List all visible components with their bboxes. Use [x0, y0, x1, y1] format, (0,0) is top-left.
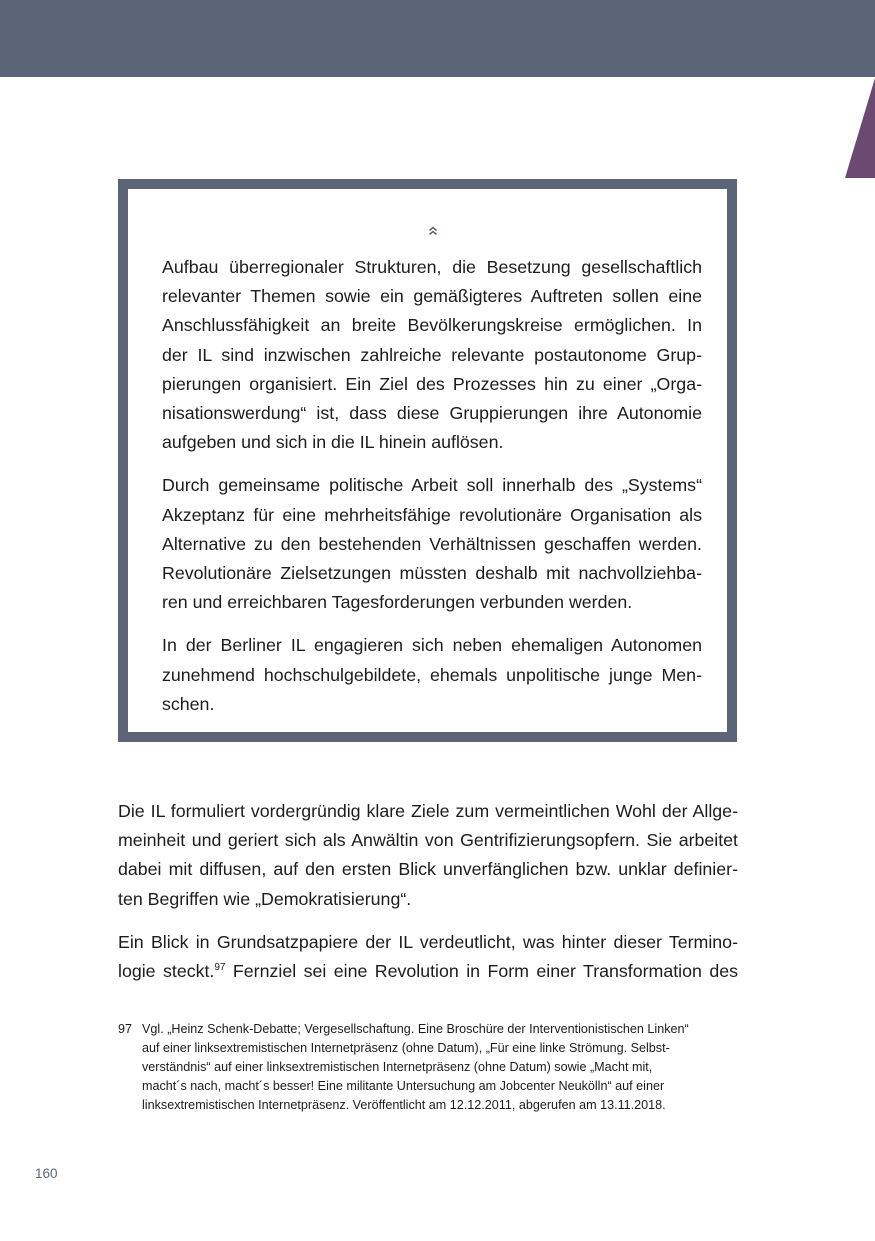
- box-p3-line-3: schen.: [162, 693, 215, 714]
- footnote-line-4: macht´s nach, macht´s besser! Eine militante Untersuchung am Jobcenter Neukölln“ auf einer: [142, 1079, 665, 1093]
- footnote: [118, 1020, 738, 1115]
- box-p2-line-4: Revolutionäre Zielsetzungen müssten deshalb mit nachvollziehba-: [162, 563, 702, 584]
- body-text: [118, 797, 738, 1000]
- footnote-ref-97[interactable]: 97: [214, 962, 226, 974]
- body-p2-line-2-start: logie steckt.: [118, 961, 215, 982]
- box-p2-line-3: Alternative zu den bestehenden Verhältnissen geschaffen werden.: [162, 533, 702, 554]
- box-p3-line-2: zunehmend hochschulgebildete, ehemals unpolitische junge Men-: [162, 664, 702, 685]
- double-chevron-up-icon[interactable]: [427, 225, 439, 237]
- footnote-line-1: Vgl. „Heinz Schenk-Debatte; Vergesellschaftung. Eine Broschüre der Interventionistischen Linken“: [142, 1022, 689, 1036]
- footnote-line-5: linksextremistischen Internetpräsenz. Veröffentlicht am 12.12.2011, abgerufen am 13.11.2018.: [142, 1098, 666, 1112]
- box-text: [162, 253, 702, 733]
- box-paragraph-3: [162, 631, 702, 719]
- body-p2-line-2: [118, 957, 738, 986]
- footnote-text: [142, 1020, 738, 1115]
- body-p1-line-3: dabei mit diffusen, auf den ersten Blick unverfänglichen bzw. unklar definier-: [118, 859, 738, 880]
- body-p2-line-2-end: Fernziel sei eine Revolution in Form einer Transformation des: [225, 961, 738, 982]
- footnote-line-3: verständnis“ auf einer linksextremistischen Internetpräsenz (ohne Datum) sowie „Macht mit,: [142, 1060, 653, 1074]
- box-p2-line-1: Durch gemeinsame politische Arbeit soll innerhalb des „Systems“: [162, 475, 702, 496]
- body-paragraph-1: [118, 797, 738, 914]
- corner-accent-tab: [845, 78, 875, 178]
- box-p1-line-3: Anschlussfähigkeit an breite Bevölkerungskreise ermöglichen. In: [162, 315, 702, 336]
- box-p1-line-7: aufgeben und sich in die IL hinein auflösen.: [162, 432, 504, 453]
- body-p1-line-2: meinheit und geriert sich als Anwältin von Gentrifizierungsopfern. Sie arbeitet: [118, 830, 738, 851]
- info-box: [118, 179, 737, 742]
- header-bar: [0, 0, 875, 77]
- box-p1-line-1: Aufbau überregionaler Strukturen, die Besetzung gesellschaftlich: [162, 257, 702, 277]
- footnote-number: 97: [118, 1022, 133, 1036]
- box-paragraph-1: [162, 253, 702, 457]
- body-p2-line-1: Ein Blick in Grundsatzpapiere der IL verdeutlicht, was hinter dieser Termino-: [118, 931, 738, 952]
- box-p1-line-2: relevanter Themen sowie ein gemäßigteres Auftreten sollen eine: [162, 286, 702, 307]
- box-p2-line-2: Akzeptanz für eine mehrheitsfähige revolutionäre Organisation als: [162, 504, 702, 525]
- footnote-line-2: auf einer linksextremistischen Internetpräsenz (ohne Datum), „Für eine linke Strömung. Selbst-: [142, 1041, 670, 1055]
- body-p1-line-4: ten Begriffen wie „Demokratisierung“.: [118, 888, 412, 909]
- box-p1-line-6: nisationswerdung“ ist, dass diese Gruppierungen ihre Autonomie: [162, 403, 702, 424]
- page-number: 160: [35, 1166, 58, 1181]
- box-p1-line-5: pierungen organisiert. Ein Ziel des Prozesses hin zu einer „Orga-: [162, 373, 702, 394]
- body-p1-line-1: Die IL formuliert vordergründig klare Ziele zum vermeintlichen Wohl der Allge-: [118, 801, 738, 821]
- box-p3-line-1: In der Berliner IL engagieren sich neben ehemaligen Autonomen: [162, 635, 702, 656]
- body-paragraph-2: [118, 928, 738, 986]
- box-p2-line-5: ren und erreichbaren Tagesforderungen verbunden werden.: [162, 592, 633, 613]
- box-paragraph-2: [162, 471, 702, 617]
- box-p1-line-4: der IL sind inzwischen zahlreiche relevante postautonome Grup-: [162, 344, 702, 365]
